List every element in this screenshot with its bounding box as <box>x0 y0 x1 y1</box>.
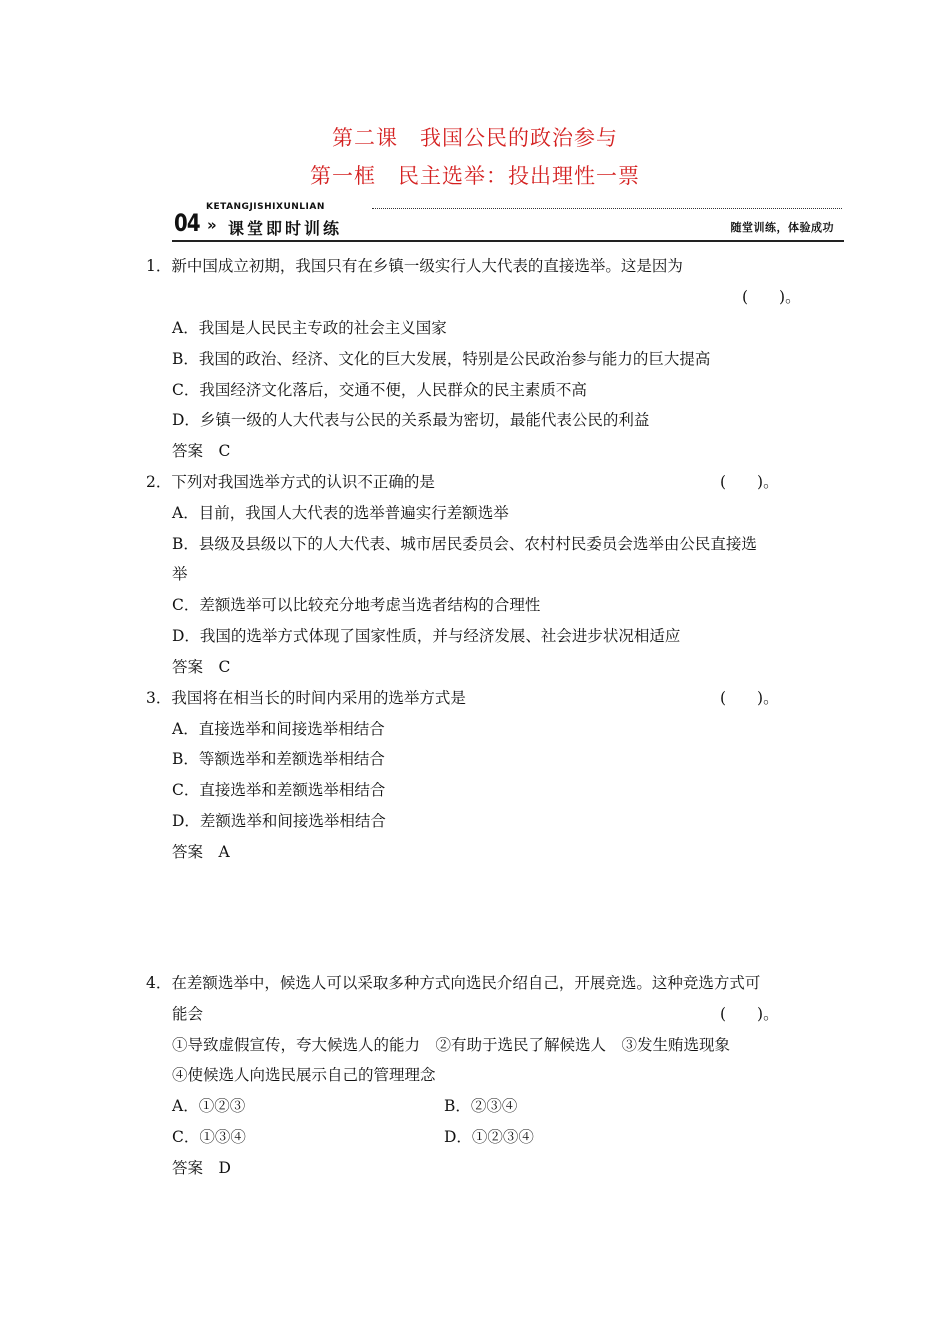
question-1-blank: ( )。 <box>742 288 801 306</box>
question-3-blank: ( )。 <box>720 689 779 707</box>
question-3-option-d: D．差额选举和间接选举相结合 <box>172 812 386 830</box>
question-3-option-b: B．等额选举和差额选举相结合 <box>172 750 385 768</box>
banner-pinyin: KETANGJISHIXUNLIAN <box>206 202 325 212</box>
question-2-option-c: C．差额选举可以比较充分地考虑当选者结构的合理性 <box>172 596 541 614</box>
banner-slogan: 随堂训练，体验成功 <box>730 221 834 234</box>
question-4-stem-continued: 能会 <box>172 1005 204 1023</box>
question-3-option-c: C．直接选举和差额选举相结合 <box>172 781 386 799</box>
banner-dotted-divider <box>372 208 842 209</box>
question-1-option-d: D．乡镇一级的人大代表与公民的关系最为密切，最能代表公民的利益 <box>172 411 650 429</box>
question-1-option-c: C．我国经济文化落后，交通不便，人民群众的民主素质不高 <box>172 381 587 399</box>
question-4-option-d: D．①②③④ <box>444 1128 534 1146</box>
question-4-option-c: C．①③④ <box>172 1128 246 1146</box>
question-2-option-b-continued: 举 <box>172 565 188 583</box>
question-1-option-a: A．我国是人民民主专政的社会主义国家 <box>172 319 447 337</box>
double-chevron-icon: » <box>207 216 217 234</box>
question-1-option-b: B．我国的政治、经济、文化的巨大发展，特别是公民政治参与能力的巨大提高 <box>172 350 711 368</box>
banner-number: 04 <box>174 209 200 237</box>
question-4-stem: 4．在差额选举中，候选人可以采取多种方式向选民介绍自己，开展竞选。这种竞选方式可 <box>146 974 761 992</box>
question-1-answer: 答案 C <box>172 442 231 460</box>
question-2-option-d: D．我国的选举方式体现了国家性质，并与经济发展、社会进步状况相适应 <box>172 627 681 645</box>
question-4-option-a: A．①②③ <box>172 1097 246 1115</box>
question-2-answer: 答案 C <box>172 658 231 676</box>
question-4-option-b: B．②③④ <box>444 1097 518 1115</box>
question-4-answer: 答案 D <box>172 1159 231 1177</box>
question-3-stem: 3．我国将在相当长的时间内采用的选举方式是 <box>146 689 466 707</box>
question-2-blank: ( )。 <box>720 473 779 491</box>
question-2-stem: 2．下列对我国选举方式的认识不正确的是 <box>146 473 435 491</box>
question-4-statements: ①导致虚假宣传，夸大候选人的能力 ②有助于选民了解候选人 ③发生贿选现象 <box>172 1036 731 1054</box>
question-4-blank: ( )。 <box>720 1005 779 1023</box>
question-3-answer: 答案 A <box>172 843 230 861</box>
section-title: 第一框 民主选举：投出理性一票 <box>310 164 640 188</box>
section-banner <box>172 202 844 242</box>
question-3-option-a: A．直接选举和间接选举相结合 <box>172 720 385 738</box>
lesson-title: 第二课 我国公民的政治参与 <box>332 126 618 150</box>
banner-label: 课堂即时训练 <box>228 219 343 238</box>
banner-rule <box>172 240 844 242</box>
question-1-stem: 1．新中国成立初期，我国只有在乡镇一级实行人大代表的直接选举。这是因为 <box>146 257 683 275</box>
question-4-statements-continued: ④使候选人向选民展示自己的管理理念 <box>172 1066 436 1084</box>
question-2-option-b: B．县级及县级以下的人大代表、城市居民委员会、农村村民委员会选举由公民直接选 <box>172 535 757 553</box>
question-2-option-a: A．目前，我国人大代表的选举普遍实行差额选举 <box>172 504 509 522</box>
